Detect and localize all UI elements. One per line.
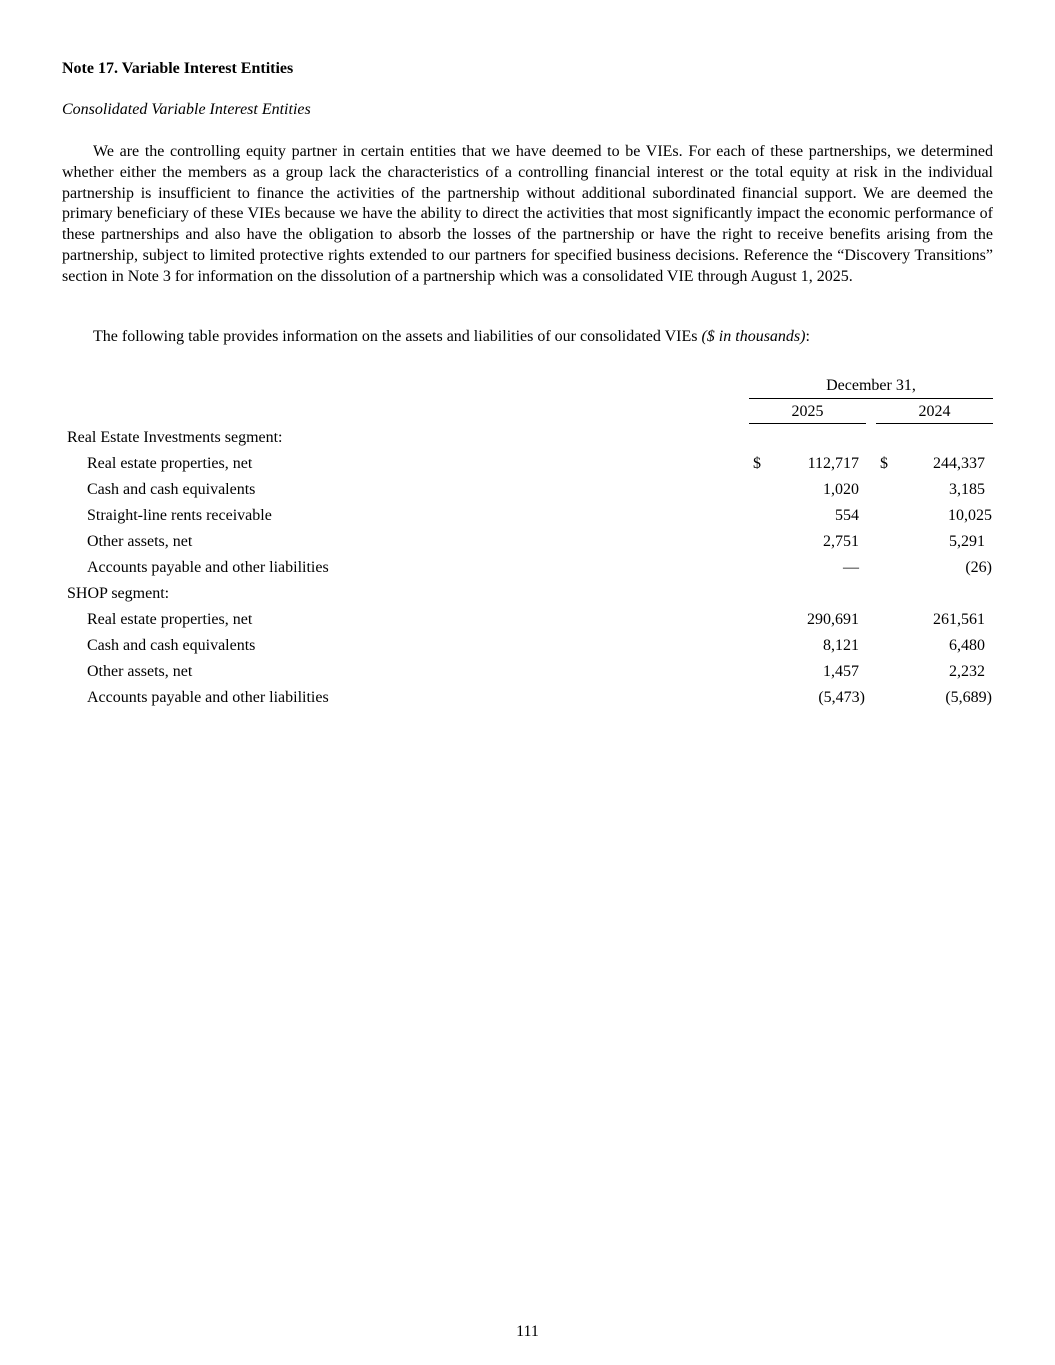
row-label: Real estate properties, net: [87, 455, 253, 472]
value-2025: 1,457: [823, 663, 859, 680]
value-2025: 8,121: [823, 637, 859, 654]
section-header-shop: [62, 584, 993, 604]
value-2024: 6,480: [949, 637, 985, 654]
table-row: [62, 532, 993, 552]
year-header-2025: 2025: [749, 402, 866, 424]
note-paragraph: We are the controlling equity partner in certain entities that we have deemed to be VIEs. For each of these partnerships, we determined whether either the members as a group lack the characteristics of a controlling financial interest or the total equity at risk in the individual partnership is insufficient to finance the activities of the partnership without additional subordinated financial support. We are deemed the primary beneficiary of these VIEs because we have the ability to direct the activities that most significantly impact the economic performance of these partnerships and also have the obligation to absorb the losses of the partnership or have the right to receive benefits arising from the partnership, subject to limited protective rights extended to our partners for specified business decisions. Reference the “Discovery Transitions” section in Note 3 for information on the dissolution of a partnership which was a consolidated VIE through August 1, 2025.: [62, 143, 993, 285]
value-2024: (26): [965, 559, 992, 576]
row-label: Cash and cash equivalents: [87, 481, 256, 498]
value-2024: 3,185: [949, 481, 985, 498]
page-number: 111: [516, 1323, 539, 1340]
table-unit-note: ($ in thousands): [701, 328, 806, 345]
value-2024: 261,561: [933, 611, 985, 628]
value-2024: 2,232: [949, 663, 985, 680]
value-2025: 290,691: [807, 611, 859, 628]
value-2025: 1,020: [823, 481, 859, 498]
row-label: Real estate properties, net: [87, 611, 253, 628]
note-heading: Note 17. Variable Interest Entities: [62, 60, 294, 77]
row-label: Straight-line rents receivable: [87, 507, 272, 524]
row-label: Other assets, net: [87, 663, 193, 680]
year-header-2024: 2024: [876, 402, 993, 424]
section-title: SHOP segment:: [67, 585, 170, 602]
section-header-rei: [62, 428, 993, 448]
value-2024: 10,025: [948, 507, 992, 524]
value-2024: 244,337: [933, 455, 985, 472]
table-row: [62, 480, 993, 500]
value-2024: (5,689): [945, 689, 992, 706]
table-row: [62, 558, 993, 578]
table-row: [62, 662, 993, 682]
value-2025: 2,751: [823, 533, 859, 550]
table-row: [62, 636, 993, 656]
value-2024: 5,291: [949, 533, 985, 550]
value-2025: 112,717: [807, 455, 859, 472]
currency-symbol: $: [753, 455, 761, 472]
table-row: [62, 454, 993, 474]
row-label: Accounts payable and other liabilities: [87, 689, 329, 706]
table-intro-text: The following table provides information on the assets and liabilities of our consolidated VIEs: [93, 328, 702, 345]
currency-symbol: $: [880, 455, 888, 472]
note-subheading: Consolidated Variable Interest Entities: [62, 101, 311, 118]
table-intro-end: :: [805, 328, 810, 345]
table-intro: [62, 327, 993, 347]
table-row: [62, 506, 993, 526]
row-label: Other assets, net: [87, 533, 193, 550]
table-row: [62, 688, 993, 708]
table-row: [62, 610, 993, 630]
value-2025: —: [843, 559, 859, 576]
value-2025: 554: [835, 507, 859, 524]
period-header: December 31,: [749, 376, 993, 399]
row-label: Accounts payable and other liabilities: [87, 559, 329, 576]
value-2025: (5,473): [818, 689, 865, 706]
section-title: Real Estate Investments segment:: [67, 429, 283, 446]
row-label: Cash and cash equivalents: [87, 637, 256, 654]
